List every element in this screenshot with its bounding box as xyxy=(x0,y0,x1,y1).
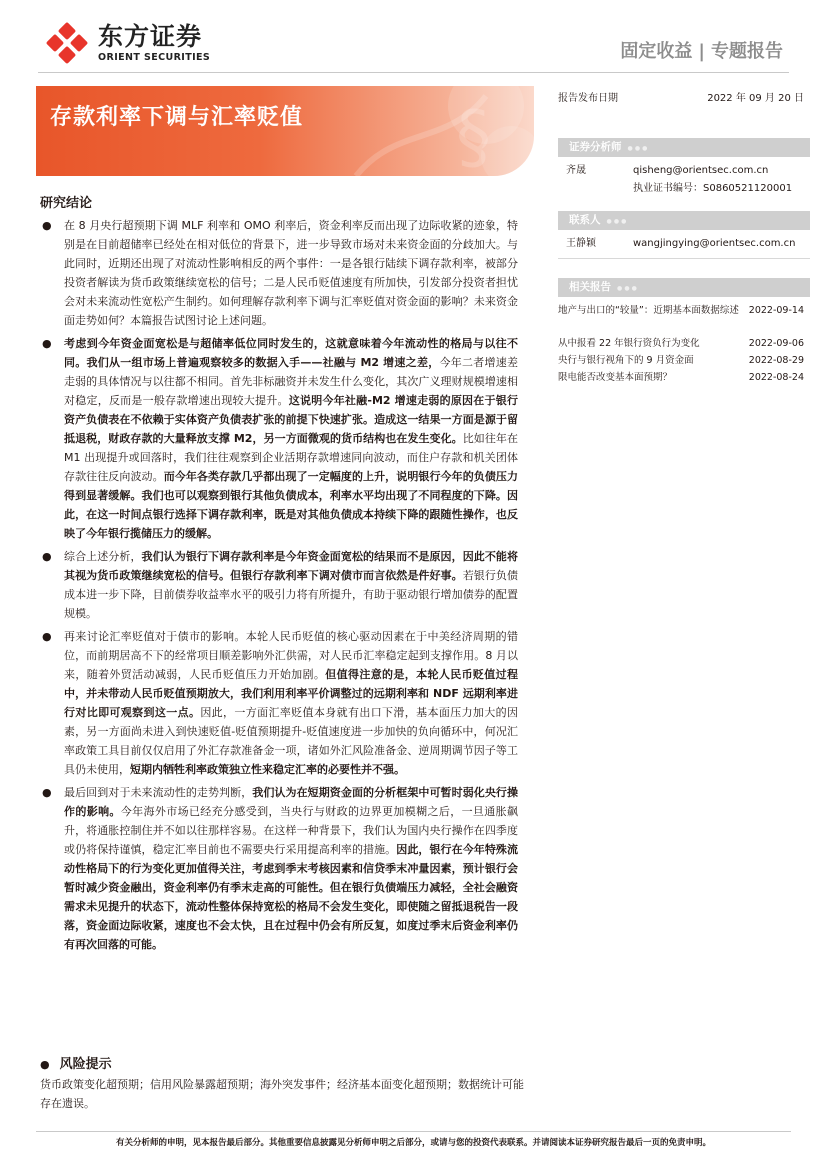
bullet-text-bold: 因此，银行在今年特殊流动性格局下的行为变化更加值得关注，考虑到季末考核因素和信贷季末冲量因素，预计银行会暂时减少资金融出，资金利率仍有季末走高的可能性。但在银行负债端压力减轻，全社会融资需求未见提升的状态下，流动性整体保持宽松的格局不会发生变化，即使随之留抵退税告一段落，资金面边际收紧，速度也不会太快，且在过程中仍会有所反复，如度过季末后资金利率仍有再次回落的可能。 xyxy=(64,843,518,951)
svg-text:§: § xyxy=(456,96,491,176)
related-report-date: 2022-08-24 xyxy=(748,372,804,383)
bullet-text-bold: 这说明今年社融-M2 增速走弱的原因在于银行资产负债表在不依赖于实体资产负债表扩张的前提下快速扩张。造成这一结果一方面是源于留抵退税，财政存款的大量释放支撑 M2，另一方面微观的货币结构也在发生变化。 xyxy=(64,394,519,445)
contact-name: 王静颖 xyxy=(566,238,596,249)
bullet-text-bold: 我们认为银行下调存款利率是今年资金面宽松的结果而不是原因，因此不能将其视为货币政策继续宽松的信号。但银行存款利率下调对债市而言依然是件好事。 xyxy=(64,550,519,582)
header-divider xyxy=(38,72,789,73)
related-report-title[interactable]: 从中报看 22 年银行资负行为变化 xyxy=(558,338,700,349)
risk-title xyxy=(40,1053,112,1072)
related-report-title[interactable]: 央行与银行视角下的 9 月资金面 xyxy=(558,355,694,366)
bullet-icon: ● xyxy=(40,1058,50,1071)
contact-section-header xyxy=(558,211,810,230)
bullet-icon: ● xyxy=(42,219,52,232)
risk-body: 货币政策变化超预期；信用风险暴露超预期；海外突发事件；经济基本面变化超预期；数据统计可能存在遗误。 xyxy=(40,1078,524,1110)
company-logo xyxy=(46,22,226,66)
logo-mark-icon xyxy=(46,22,88,64)
analyst-cert: 执业证书编号：S0860521120001 xyxy=(633,183,793,194)
logo-text-en: ORIENT SECURITIES xyxy=(98,52,211,63)
header-dots-icon: ● ● ● xyxy=(606,218,627,225)
conclusion-bullet-4 xyxy=(40,627,518,779)
contact-email[interactable]: wangjingying@orientsec.com.cn xyxy=(633,238,796,249)
bullet-text-bold: 短期内牺牲利率政策独立性来稳定汇率的必要性并不强。 xyxy=(130,763,405,776)
bullet-text: 最后回到对于未来流动性的走势判断， xyxy=(64,786,253,799)
bullet-icon: ● xyxy=(42,786,52,799)
bullet-text: 在 8 月央行超预期下调 MLF 利率和 OMO 利率后，资金利率反而出现了边际收紧的迹象，特别是在目前超储率已经处在相对低位的背景下，进一步导致市场对未来资金面的分歧加大。与此同时，近期还出现了对流动性影响相反的两个事件：一是各银行陆续下调存款利率，被部分投资者解读为货币政策继续宽松的信号；二是人民币贬值速度有所加快，引发部分投资者担忧会对未来流动性宽松产生制约。如何理解存款利率下调与汇率贬值对资金面的影响？未来资金面走势如何？本篇报告试图讨论上述问题。 xyxy=(64,219,518,327)
conclusion-bullet-1 xyxy=(40,216,518,330)
related-section-header xyxy=(558,278,810,297)
footer-disclaimer: 有关分析师的申明，见本报告最后部分。其他重要信息披露见分析师申明之后部分，或请与您的投资代表联系。并请阅读本证券研究报告最后一页的免责申明。 xyxy=(115,1138,711,1148)
bullet-text: 因此，一方面汇率贬值本身就有出口下滑，基本面压力加大的因素，另一方面尚未进入到快速贬值-贬值预期提升-贬值速度进一步加快的负向循环中，何况汇率政策工具目前仅仅启用了外汇存款准备金一项，诸如外汇风险准备金、逆周期调节因子等工具仍未使用， xyxy=(64,706,519,776)
conclusion-list xyxy=(40,216,518,954)
analyst-email[interactable]: qisheng@orientsec.com.cn xyxy=(633,165,769,176)
contact-section-label: 联系人 xyxy=(569,214,601,226)
contact-divider xyxy=(558,258,810,259)
conclusion-bullet-3 xyxy=(40,547,518,623)
analyst-section-header xyxy=(558,138,810,157)
category-label: 固定收益 xyxy=(620,41,693,62)
publish-date-label: 报告发布日期 xyxy=(558,93,618,104)
conclusion-title: 研究结论 xyxy=(40,196,93,211)
title-banner xyxy=(36,86,534,176)
bullet-text: 今年海外市场已经充分感受到，当央行与财政的边界更加模糊之后，一旦通胀飙升，将通胀控制住并不如以往那样容易。在这样一种背景下，我们认为国内央行操作在四季度或仍将保持谨慎，稳定汇率目前也不需要央行采用提高利率的措施。 xyxy=(64,805,518,856)
bullet-text: 比如往年在 M1 出现提升或回落时，我们往往观察到企业活期存款增速同向波动，而住户存款和机关团体存款往往反向波动。 xyxy=(64,432,518,483)
related-report-date: 2022-08-29 xyxy=(748,355,804,366)
bullet-icon: ● xyxy=(42,550,52,563)
bullet-icon: ● xyxy=(42,630,52,643)
related-report-title[interactable]: 限电能否改变基本面预期？ xyxy=(558,372,673,383)
bullet-text: 若银行负债成本进一步下降，目前债券收益率水平的吸引力将有所提升，有助于驱动银行增加债券的配置规模。 xyxy=(64,569,519,620)
bullet-text-bold: 我们认为在短期资金面的分析框架中可暂时弱化央行操作的影响。 xyxy=(64,786,519,818)
banner-decoration-icon xyxy=(336,86,534,176)
risk-title-text: 风险提示 xyxy=(59,1057,112,1072)
conclusion-bullet-2 xyxy=(40,334,518,543)
bullet-text-bold: 考虑到今年资金面宽松是与超储率低位同时发生的，这就意味着今年流动性的格局与以往不同。我们从一组市场上普遍观察较多的数据入手——社融与 M2 增速之差， xyxy=(64,337,518,369)
related-section-label: 相关报告 xyxy=(569,281,611,293)
analyst-name: 齐晟 xyxy=(566,165,586,176)
header-dots-icon: ● ● ● xyxy=(627,145,648,152)
footer-divider xyxy=(36,1131,791,1132)
header-dots-icon: ● ● ● xyxy=(617,285,637,292)
bullet-text: 再来讨论汇率贬值对于债市的影响。本轮人民币贬值的核心驱动因素在于中美经济周期的错位，而前期居高不下的经常项目顺差影响外汇供需，对人民币汇率稳定起到支撑作用。8 月以来，随着外贸活动减弱，人民币贬值压力开始加剧。 xyxy=(64,630,518,681)
report-type-label: 专题报告 xyxy=(711,41,783,62)
conclusion-bullet-5 xyxy=(40,783,518,954)
bullet-text-bold: 而今年各类存款几乎都出现了一定幅度的上升，说明银行今年的负债压力得到显著缓解。我们也可以观察到银行其他负债成本，利率水平均出现了不同程度的下降。因此，在这一时间点银行选择下调存款利率，既是对其他负债成本持续下降的跟随性操作，也反映了今年银行揽储压力的缓解。 xyxy=(64,470,519,540)
related-report-date: 2022-09-06 xyxy=(748,338,804,349)
report-title: 存款利率下调与汇率贬值 xyxy=(50,105,304,130)
related-report-date: 2022-09-14 xyxy=(748,305,804,316)
analyst-section-label: 证券分析师 xyxy=(569,141,622,153)
publish-date-value: 2022 年 09 月 20 日 xyxy=(707,93,804,104)
report-category xyxy=(620,37,783,63)
related-report-title[interactable]: 地产与出口的“较量”：近期基本面数据综述 xyxy=(558,305,739,316)
bullet-icon: ● xyxy=(42,337,52,350)
bullet-text-bold: 但值得注意的是，本轮人民币贬值过程中，并未带动人民币贬值预期放大，我们利用利率平价调整过的远期利率和 NDF 远期利率进行对比即可观察到这一点。 xyxy=(64,668,519,719)
logo-text-cn: 东方证券 xyxy=(98,22,203,51)
category-separator: | xyxy=(698,41,705,62)
bullet-text: 综合上述分析， xyxy=(64,550,142,563)
related-report-item[interactable] xyxy=(558,303,810,335)
bullet-text: 今年二者增速差走弱的具体情况与以往都不相同。首先非标融资并未发生什么变化，其次广义理财规模增速相对稳定，反而是一般存款增速出现较大提升。 xyxy=(64,356,519,407)
